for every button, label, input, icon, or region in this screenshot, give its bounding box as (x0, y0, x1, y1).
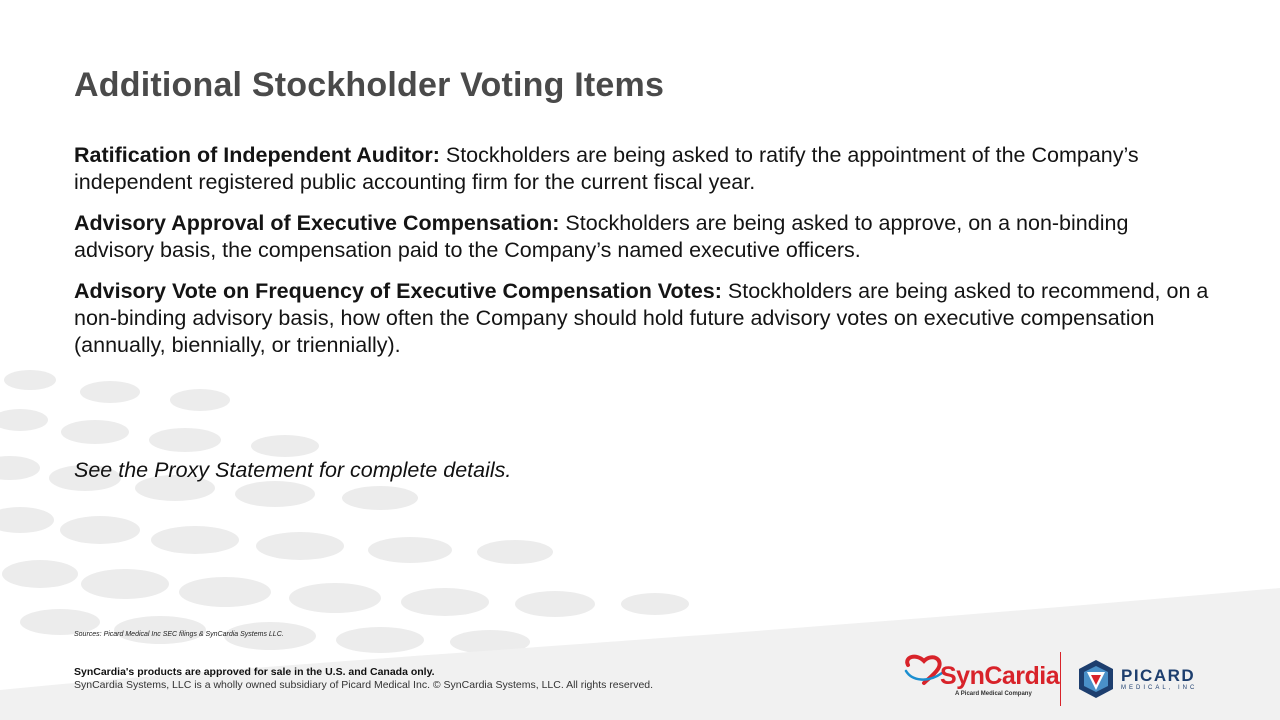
picard-logo (1075, 658, 1197, 700)
voting-items (74, 142, 1214, 373)
voting-item-label: Advisory Vote on Frequency of Executive Compensation Votes: (74, 279, 722, 303)
logo-divider (1060, 652, 1061, 706)
sources-note: Sources: Picard Medical Inc SEC filings & SynCardia Systems LLC. (74, 631, 284, 638)
picard-logo-icon (1075, 658, 1117, 700)
picard-subtitle: MEDICAL, INC (1121, 684, 1198, 691)
footer-legal: SynCardia Systems, LLC is a wholly owned subsidiary of Picard Medical Inc. © SynCardia Systems, LLC. All rights reserved. (74, 679, 654, 691)
footer (74, 666, 653, 691)
slide-title: Additional Stockholder Voting Items (74, 66, 665, 104)
voting-item-label: Ratification of Independent Auditor: (74, 143, 440, 167)
footer-approval: SynCardia's products are approved for sale in the U.S. and Canada only. (74, 666, 435, 678)
syncardia-logo (900, 649, 1060, 709)
syncardia-name: SynCardia (940, 661, 1060, 690)
logo-strip (900, 645, 1224, 712)
voting-item-auditor (74, 142, 1214, 196)
voting-item-text: Stockholders are being asked to approve, on a non-binding advisory basis, the compensation paid to the Company’s named executive officers. (74, 211, 1129, 262)
proxy-note: See the Proxy Statement for complete details. (74, 458, 512, 482)
syncardia-tagline: A Picard Medical Company (955, 690, 1032, 697)
voting-item-compensation (74, 210, 1214, 264)
voting-item-frequency (74, 278, 1214, 359)
voting-item-text: Stockholders are being asked to ratify the appointment of the Company’s independent registered public accounting firm for the current fiscal year. (74, 143, 1139, 194)
voting-item-label: Advisory Approval of Executive Compensation: (74, 211, 560, 235)
picard-name: PICARD (1121, 665, 1196, 685)
voting-item-text: Stockholders are being asked to recommend, on a non-binding advisory basis, how often the Company should hold future advisory votes on executive compensation (annually, biennially, or triennially). (74, 279, 1209, 357)
